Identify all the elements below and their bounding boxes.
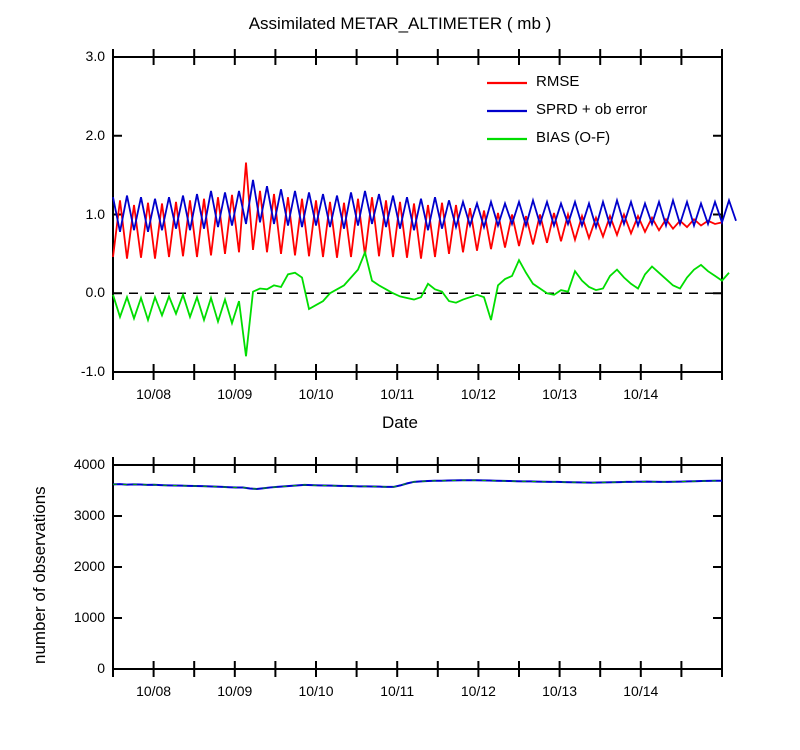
x-tick-label-top: 10/13 [542, 386, 578, 402]
legend-label-rmse: RMSE [536, 73, 580, 90]
y-tick-label-bottom: 2000 [73, 558, 105, 574]
y-tick-label-bottom: 1000 [73, 609, 105, 625]
y-tick-label-bottom: 3000 [73, 507, 105, 523]
x-tick-label-bottom: 10/11 [380, 683, 415, 699]
x-tick-label-bottom: 10/14 [623, 683, 659, 699]
y-tick-label-top: 2.0 [85, 126, 105, 143]
x-tick-label-top: 10/11 [380, 386, 415, 402]
y-tick-label-bottom: 0 [97, 660, 105, 676]
x-tick-label-top: 10/10 [298, 386, 334, 402]
x-axis-label: Date [382, 413, 418, 432]
page-title: Assimilated METAR_ALTIMETER ( mb ) [248, 14, 552, 33]
x-tick-label-bottom: 10/09 [217, 683, 253, 699]
x-tick-label-bottom: 10/08 [136, 683, 172, 699]
x-tick-label-top: 10/12 [460, 386, 496, 402]
y-tick-label-top: 1.0 [85, 205, 105, 222]
legend-label-bias: BIAS (O-F) [536, 129, 611, 146]
x-tick-label-bottom: 10/13 [542, 683, 578, 699]
x-tick-label-bottom: 10/10 [298, 683, 334, 699]
x-tick-label-bottom: 10/12 [460, 683, 496, 699]
x-tick-label-top: 10/09 [217, 386, 253, 402]
y-tick-label-top: -1.0 [80, 363, 105, 379]
y-tick-label-top: 0.0 [85, 284, 105, 301]
x-tick-label-top: 10/08 [136, 386, 172, 402]
y-axis-label-observations: number of observations [30, 486, 49, 664]
legend-label-sprd: SPRD + ob error [536, 101, 648, 118]
y-tick-label-top: 3.0 [85, 48, 105, 64]
x-tick-label-top: 10/14 [623, 386, 659, 402]
y-tick-label-bottom: 4000 [73, 456, 105, 472]
